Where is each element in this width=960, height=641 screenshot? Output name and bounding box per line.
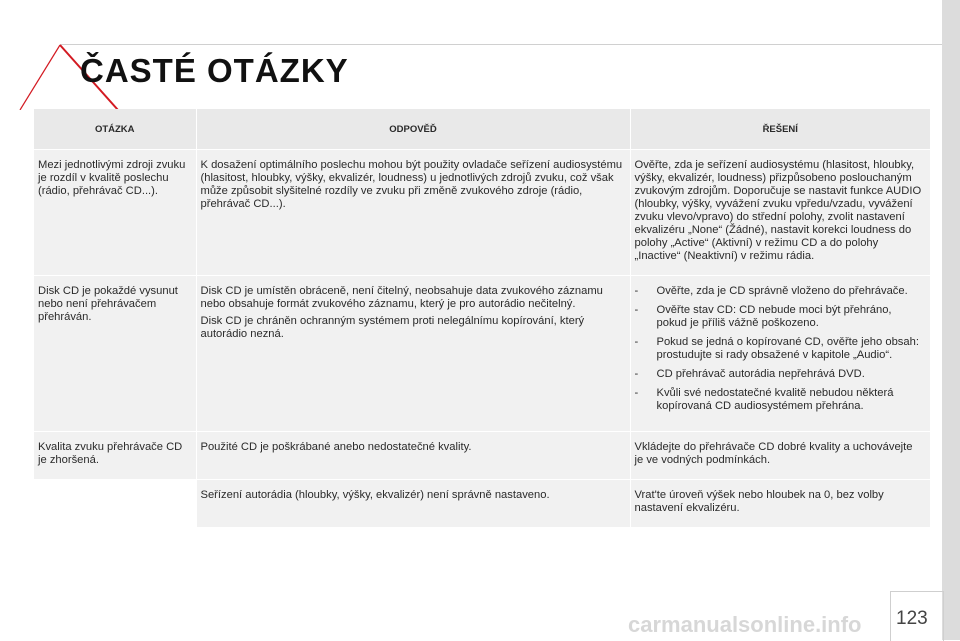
- faq-table-container: [34, 109, 930, 527]
- answer-cell: [196, 480, 630, 528]
- table-row: [34, 480, 930, 528]
- question-cell: Disk CD je pokaždé vysunut nebo není přehrávačem přehráván.: [34, 276, 196, 432]
- table-row: [34, 432, 930, 480]
- watermark: carmanualsonline.info: [628, 612, 862, 637]
- solution-list: [635, 285, 925, 413]
- solution-item: - Kvůli své nedostatečné kvalitě nebudou některá kopírovaná CD audiosystémem přehrána.: [635, 387, 925, 413]
- page-number: 123: [896, 608, 928, 629]
- question-cell: Kvalita zvuku přehrávače CD je zhoršená.: [34, 432, 196, 480]
- solution-cell: Vrat'te úroveň výšek nebo hloubek na 0, bez volby nastavení ekvalizéru.: [630, 480, 930, 528]
- answer-text: Disk CD je umístěn obráceně, není čitelný, neobsahuje data zvukového záznamu nebo obsahuje formát zvukového záznamu, který je pro autorádio nečitelný.: [200, 285, 603, 310]
- red-diagonal-left: [20, 45, 60, 110]
- solution-item: - CD přehrávač autorádia nepřehrává DVD.: [635, 368, 925, 381]
- answer-text: Seřízení autorádia (hloubky, výšky, ekvalizér) není správně nastaveno.: [200, 489, 550, 501]
- solution-item: - Ověřte stav CD: CD nebude moci být přehráno, pokud je příliš vážně poškozeno.: [635, 304, 925, 330]
- table-header-row: [34, 109, 930, 150]
- answer-text: Disk CD je chráněn ochranným systémem proti nelegálnímu kopírování, který autorádio nezná.: [200, 315, 585, 340]
- solution-cell: Ověřte, zda je seřízení audiosystému (hlasitost, hloubky, výšky, ekvalizér, loudness) přizpůsobeno poslouchaným zvukovým zdrojům. Doporučuje se nastavit funkce AUDIO (hloubky, výšky, vyvážení zvuku vpředu/vzadu, vyvážení zvuku vlevo/vpravo) do střední polohy, zvolit nastavení ekvalizéru „None“ (Žádné), nastavit korekci loudness do polohy „Active“ (Aktivní) v režimu CD a do polohy „Inactive“ (Neaktivní) v režimu rádia.: [630, 150, 930, 276]
- header-answer: ODPOVĚĎ: [196, 109, 630, 150]
- table-row: [34, 276, 930, 432]
- header-rule: [60, 44, 942, 45]
- faq-table: [34, 109, 930, 527]
- right-margin-band: [942, 0, 960, 640]
- question-cell: Mezi jednotlivými zdroji zvuku je rozdíl v kvalitě poslechu (rádio, přehrávač CD...).: [34, 150, 196, 276]
- page-title: ČASTÉ OTÁZKY: [80, 52, 349, 89]
- answer-text: Použité CD je poškrábané anebo nedostatečné kvality.: [200, 441, 472, 453]
- answer-cell: [196, 432, 630, 480]
- table-row: [34, 150, 930, 276]
- answer-text: K dosažení optimálního poslechu mohou být použity ovladače seřízení audiosystému (hlasitost, hloubky, výšky, ekvalizér, loudness) u jednotlivých zdrojů zvuku, což však může způsobit slyšitelné rozdíly ve zvuku při změně zvukového zdroje (rádio, přehrávač CD...).: [200, 159, 623, 210]
- header-solution: ŘEŠENÍ: [630, 109, 930, 150]
- header-question: OTÁZKA: [34, 109, 196, 150]
- solution-item: - Ověřte, zda je CD správně vloženo do přehrávače.: [635, 285, 925, 298]
- answer-cell: [196, 150, 630, 276]
- solution-cell: Vkládejte do přehrávače CD dobré kvality a uchovávejte je ve vodných podmínkách.: [630, 432, 930, 480]
- solution-cell: [630, 276, 930, 432]
- answer-cell: [196, 276, 630, 432]
- question-cell: [34, 480, 196, 528]
- solution-item: - Pokud se jedná o kopírované CD, ověřte jeho obsah: prostudujte si rady obsažené v kapitole „Audio“.: [635, 336, 925, 362]
